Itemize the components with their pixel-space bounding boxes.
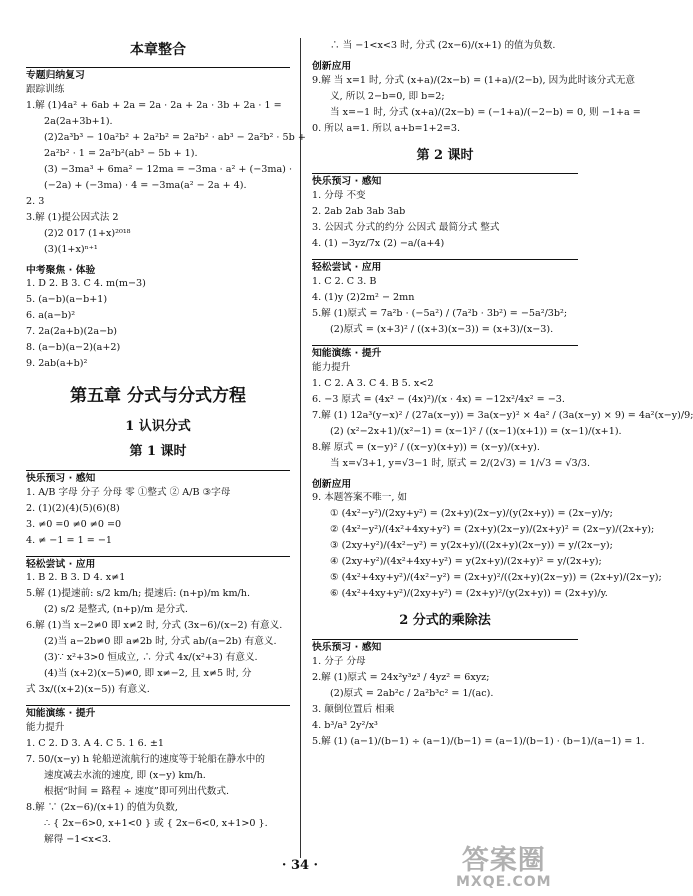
answer-line: 解得 −1<x<3. — [44, 834, 112, 846]
answer-line: 7. 50/(x−y) h 轮船逆流航行的速度等于轮船在静水中的 — [26, 754, 265, 766]
right-column — [312, 40, 693, 752]
section-heading: 中考聚焦 · 体验 — [26, 264, 96, 276]
answer-line: ① (4x²−y²)/(2xy+y²) = (2x+y)(2x−y)/(y(2x+y)) = (2x−y)/y; — [330, 508, 613, 520]
section-heading: 知能演练 · 提升 — [312, 345, 578, 360]
answer-line: (2)2 017 (1+x)²⁰¹⁸ — [44, 227, 131, 239]
answer-line: 2. (1)(2)(4)(5)(6)(8) — [26, 502, 120, 514]
answer-line: 义, 所以 2−b=0, 即 b=2; — [330, 90, 445, 102]
answer-line: (2) (x²−2x+1)/(x²−1) = (x−1)² / ((x−1)(x+1)) = (x−1)/(x+1). — [330, 425, 622, 437]
answer-line: 当 x=√3+1, y=√3−1 时, 原式 = 2/(2√3) = 1/√3 = √3/3. — [330, 457, 591, 469]
watermark-logo-text: 答案圈 — [461, 845, 546, 876]
answer-line: 当 x=−1 时, 分式 (x+a)/(2x−b) = (−1+a)/(−2−b) = 0, 则 −1+a = — [330, 106, 641, 118]
answer-line: 式 3x/((x+2)(x−5)) 有意义. — [26, 684, 150, 696]
section-heading: 轻松尝试 · 应用 — [312, 259, 578, 274]
answer-line: ③ (2xy+y²)/(4x²−y²) = y(2x+y)/((2x+y)(2x−y)) = y/(2x−y); — [330, 540, 613, 552]
answer-line: (2)原式 = 2ab²c / 2a²b³c² = 1/(ac). — [330, 687, 494, 699]
answer-line: 1. C 2. D 3. A 4. C 5. 1 6. ±1 — [26, 738, 165, 750]
chapter-title: 第五章 分式与分式方程 — [70, 386, 246, 407]
answer-line: (2) s/2 是整式, (n+p)/m 是分式. — [44, 604, 188, 616]
answer-line: (4)当 (x+2)(x−5)≠0, 即 x≠−2, 且 x≠5 时, 分 — [44, 668, 252, 680]
answer-line: (2)2a³b³ − 10a²b² + 2a²b² = 2a²b² · ab³ − 2a²b² · 5b + — [44, 131, 306, 143]
answer-line: 3. 颠倒位置后 相乘 — [312, 703, 395, 715]
answer-line: (−2a) + (−3ma) · 4 = −3ma(a² − 2a + 4). — [44, 179, 247, 191]
answer-line: 9. 本题答案不唯一, 如 — [312, 492, 408, 504]
answer-line: (2)当 a−2b≠0 即 a≠2b 时, 分式 ab/(a−2b) 有意义. — [44, 636, 277, 648]
answer-line: 能力提升 — [312, 361, 351, 373]
answer-line: 6. a(a−b)² — [26, 310, 76, 322]
answer-line: 根据“时间 = 路程 ÷ 速度”即可列出代数式. — [44, 786, 230, 798]
answer-line: (3)∵ x²+3>0 恒成立, ∴ 分式 4x/(x²+3) 有意义. — [44, 652, 258, 664]
answer-line: 5.解 (1)提速前: s/2 km/h; 提速后: (n+p)/m km/h. — [26, 588, 251, 600]
answer-line: 5.解 (1)原式 = 7a²b · (−5a²) / (7a²b · 3b²) = −5a²/3b²; — [312, 307, 568, 319]
answer-line: 3.解 (1)提公因式法 2 — [26, 211, 119, 223]
lesson-title: 第 1 课时 — [129, 444, 187, 460]
watermark-logo — [456, 845, 552, 891]
answer-line: 7.解 (1) 12a³(y−x)² / (27a(x−y)) = 3a(x−y)² × 4a² / (3a(x−y) × 9) = 4a²(x−y)/9; — [312, 409, 693, 421]
answer-line: 6.解 (1)当 x−2≠0 即 x≠2 时, 分式 (3x−6)/(x−2) 有意义. — [26, 620, 283, 632]
answer-line: ⑤ (4x²+4xy+y²)/(4x²−y²) = (2x+y)²/((2x+y)(2x−y)) = (2x+y)/(2x−y); — [330, 572, 662, 584]
answer-line: 7. 2a(2a+b)(2a−b) — [26, 326, 118, 338]
section-title: 本章整合 — [130, 42, 186, 58]
left-column — [26, 40, 306, 850]
answer-line: 2.解 (1)原式 = 24x²y³z³ / 4yz² = 6xyz; — [312, 671, 490, 683]
page-number: · 34 · — [281, 858, 319, 873]
answer-line: 1.解 (1)4a² + 6ab + 2a = 2a · 2a + 2a · 3b + 2a · 1 = — [26, 99, 282, 111]
answer-line: 1. B 2. B 3. D 4. x≠1 — [26, 572, 126, 584]
section-heading: 快乐预习 · 感知 — [26, 470, 290, 485]
answer-line: 2. 3 — [26, 195, 45, 207]
answer-line: 5.解 (1) (a−1)/(b−1) ÷ (a−1)/(b−1) = (a−1)/(b−1) · (b−1)/(a−1) = 1. — [312, 735, 645, 747]
answer-line: ④ (2xy+y²)/(4x²+4xy+y²) = y(2x+y)/(2x+y)² = y/(2x+y); — [330, 556, 602, 568]
section-heading: 创新应用 — [312, 61, 352, 72]
answer-line: 4. ≠ −1 = 1 = −1 — [26, 534, 112, 546]
answer-line: 9.解 当 x=1 时, 分式 (x+a)/(2x−b) = (1+a)/(2−b), 因为此时该分式无意 — [312, 74, 635, 86]
answer-line: (2)原式 = (x+3)² / ((x+3)(x−3)) = (x+3)/(x−3). — [330, 323, 554, 335]
answer-line: 6. −3 原式 = (4x² − (4x)²)/(x · 4x) = −12x²/4x² = −3. — [312, 393, 565, 405]
answer-line: 2a²b² · 1 = 2a²b²(ab³ − 5b + 1). — [44, 147, 198, 159]
answer-line: 5. (a−b)(a−b+1) — [26, 294, 108, 306]
section-heading: 快乐预习 · 感知 — [312, 173, 578, 188]
answer-line: ∴ { 2x−6>0, x+1<0 } 或 { 2x−6<0, x+1>0 }. — [44, 818, 268, 830]
answer-line: 0. 所以 a=1. 所以 a+b=1+2=3. — [312, 122, 461, 134]
section-heading: 创新应用 — [312, 478, 352, 490]
answer-line: 8.解 ∵ (2x−6)/(x+1) 的值为负数, — [26, 802, 178, 814]
section-heading: 知能演练 · 提升 — [26, 705, 290, 720]
answer-line: 2. 2ab 2ab 3ab 3ab — [312, 206, 406, 218]
answer-line: 4. b³/a³ 2y²/x³ — [312, 719, 378, 731]
lesson-title: 第 2 课时 — [416, 147, 474, 163]
lesson-title: 2 分式的乘除法 — [399, 613, 491, 629]
answer-line: ⑥ (4x²+4xy+y²)/(2xy+y²) = (2x+y)²/(y(2x+y)) = (2x+y)/y. — [330, 588, 608, 600]
answer-line: 2a(2a+3b+1). — [44, 115, 113, 127]
answer-line: 1. C 2. C 3. B — [312, 275, 377, 287]
answer-line: 4. (1) −3yz/7x (2) −a/(a+4) — [312, 238, 445, 250]
answer-line: 跟踪训练 — [26, 83, 65, 95]
answer-line: 8. (a−b)(a−2)(a+2) — [26, 342, 121, 354]
answer-line: 1. C 2. A 3. C 4. B 5. x<2 — [312, 377, 434, 389]
answer-line: 1. 分母 不变 — [312, 190, 366, 202]
answer-line: ∴ 当 −1<x<3 时, 分式 (2x−6)/(x+1) 的值为负数. — [330, 40, 556, 51]
answer-line: 1. D 2. B 3. C 4. m(m−3) — [26, 278, 146, 290]
lesson-title: 1 认识分式 — [125, 418, 191, 434]
answer-line: (3)(1+x)ⁿ⁺¹ — [44, 243, 98, 255]
answer-line: 4. (1)y (2)2m² − 2mn — [312, 291, 415, 303]
watermark-site-text: MXQE.COM — [456, 874, 552, 891]
answer-line: 3. 公因式 分式的约分 公因式 最简分式 整式 — [312, 222, 500, 234]
section-heading: 专题归纳复习 — [26, 67, 290, 82]
answer-line: 9. 2ab(a+b)² — [26, 358, 88, 370]
answer-line: ② (4x²−y²)/(4x²+4xy+y²) = (2x+y)(2x−y)/(2x+y)² = (2x−y)/(2x+y); — [330, 524, 655, 536]
answer-line: 速度减去水流的速度, 即 (x−y) km/h. — [44, 770, 206, 782]
section-heading: 快乐预习 · 感知 — [312, 639, 578, 654]
answer-line: 3. ≠0 =0 ≠0 ≠0 =0 — [26, 518, 122, 530]
answer-line: 能力提升 — [26, 722, 65, 734]
column-divider — [300, 38, 301, 858]
answer-line: 1. A/B 字母 分子 分母 零 ①整式 ② A/B ③字母 — [26, 486, 231, 498]
answer-line: 1. 分子 分母 — [312, 655, 366, 667]
answer-line: 8.解 原式 = (x−y)² / ((x−y)(x+y)) = (x−y)/(x+y). — [312, 441, 540, 453]
answer-line: (3) −3ma³ + 6ma² − 12ma = −3ma · a² + (−3ma) · — [44, 163, 293, 175]
section-heading: 轻松尝试 · 应用 — [26, 556, 290, 571]
